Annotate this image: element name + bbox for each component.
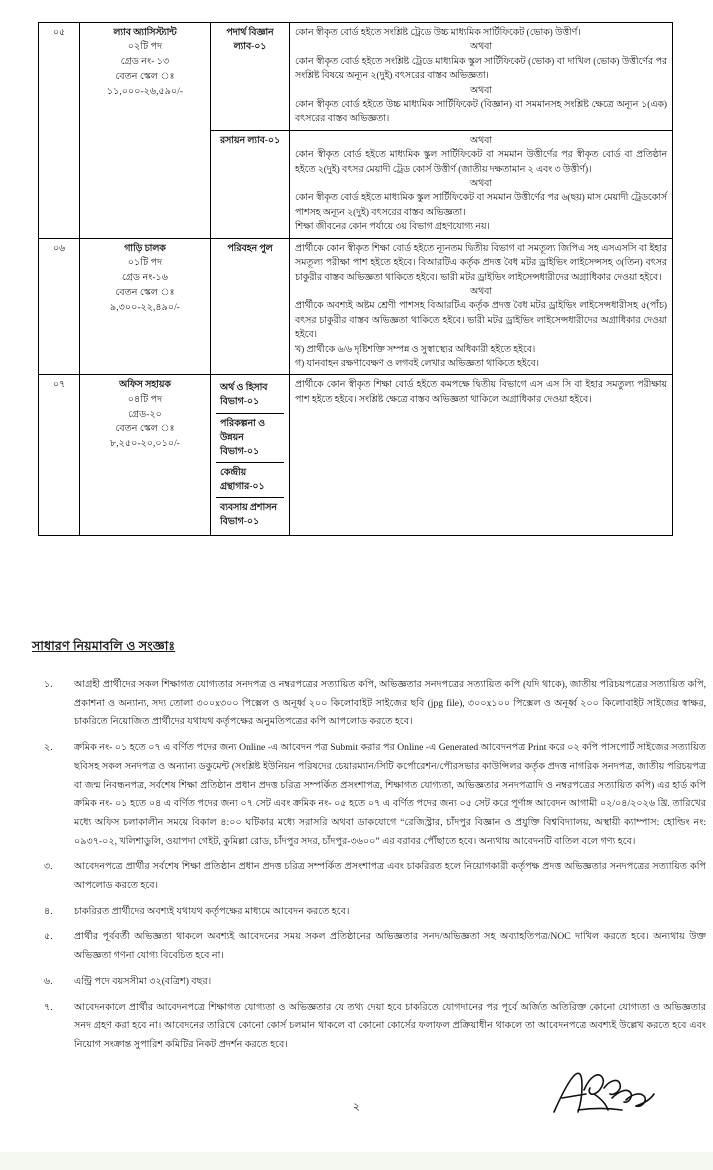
list-item	[38, 999, 706, 1055]
note-text: প্রার্থীর পূর্ববর্তী অভিজ্ঞতা থাকলে অবশ্যই আবেদনের সময় সকল প্রতিষ্ঠানের অভিজ্ঞতার সনদ/অভিজ্ঞতা সহ অব্যাহতিপত্র/NOC দাখিল করতে হবে। অন্যথায় উক্ত অভিজ্ঞতা গণনা যোগ্য বিবেচিত হবে না।	[74, 931, 706, 962]
department-list	[216, 378, 284, 532]
row-serial: ০৫	[39, 23, 80, 239]
page-number: ২	[352, 1101, 361, 1113]
row-serial: ০৬	[39, 238, 80, 375]
department-item: কেন্দ্রীয় গ্রন্থাগার-০১	[216, 462, 284, 497]
qualification-line: কোন স্বীকৃত বোর্ড হইতে মাধ্যমিক স্কুল সার্টিফিকেট বা সমমান উত্তীর্ণের পর ৬(ছয়) মাস মেয়াদী ট্রেডকোর্স পাশসহ অন্যূন ২(দুই) বৎসরের বাস্তব অভিজ্ঞতা।	[295, 193, 667, 218]
note-number: ২.	[44, 742, 53, 754]
notes-heading: সাধারণ নিয়মাবলি ও সংজ্ঞাঃ	[32, 639, 176, 653]
qualification-line: শিক্ষা জীবনের কোন পর্যায়ে ৩য় বিভাগ গ্রহণযোগ্য নয়।	[295, 222, 490, 233]
row-serial: ০৭	[39, 375, 80, 536]
qualification-line: গ) যানবাহন রক্ষণাবেক্ষণ ও লগবই লেখার অভিজ্ঞতা থাকিতে হইবে।	[295, 358, 539, 369]
note-number: ৬.	[44, 975, 53, 987]
pay-scale-label: বেতন স্কেল ঃ	[115, 286, 175, 298]
qualification-cell	[290, 375, 673, 536]
list-item	[38, 928, 706, 965]
department-item: অর্থ ও হিসাব বিভাগ-০১	[216, 378, 284, 413]
or-separator: অথবা	[470, 286, 492, 297]
post-name: গাড়ি চালক	[124, 243, 166, 254]
list-item	[38, 858, 706, 895]
department-name: পদার্থ বিজ্ঞান ল্যাব-০১	[211, 23, 290, 131]
posts-table-wrapper	[38, 22, 673, 536]
qualification-line: কোন স্বীকৃত বোর্ড হইতে উচ্চ মাধ্যমিক সার্টিফিকেট (বিজ্ঞান) বা সমমানসহ সংশ্লিষ্ট ক্ষেত্রে অন্যূন ১(এক) বৎসরের বাস্তব অভিজ্ঞতা।	[295, 100, 667, 125]
post-name: ল্যাব অ্যাসিস্ট্যান্ট	[113, 28, 177, 38]
post-count: ০১টি পদ	[127, 257, 163, 269]
qualification-line: প্রার্থীকে কোন স্বীকৃত শিক্ষা বোর্ড হইতে কমপক্ষে দ্বিতীয় বিভাগে এস এস সি বা ইহার সমতুল্য পরীক্ষায় পাশ হইতে হইবে। সংশ্লিষ্ট ক্ষেত্রে বাস্তব অভিজ্ঞতা থাকিলে অগ্রাধিকার দেওয়া হইবে।	[295, 380, 667, 405]
list-item	[38, 973, 706, 992]
note-number: ১.	[44, 679, 53, 690]
table-row	[39, 375, 673, 536]
qualification-cell	[290, 23, 673, 131]
note-number: ৩.	[44, 861, 53, 873]
post-name: অফিস সহায়ক	[119, 380, 171, 391]
row-post-info	[80, 23, 211, 239]
department-name: পরিবহন পুল	[211, 238, 290, 375]
post-count: ০২টি পদ	[127, 41, 163, 53]
post-count: ০৪টি পদ	[127, 393, 163, 405]
or-separator: অথবা	[470, 179, 492, 190]
note-number: ৭.	[44, 1001, 53, 1013]
qualification-line: কোন স্বীকৃত বোর্ড হইতে মাধ্যমিক স্কুল সার্টিফিকেট বা সমমান উত্তীর্ণের পর স্বীকৃত বোর্ড বা প্রতিষ্ঠান হইতে ২(দুই) বৎসর মেয়াদী ট্রেড কোর্স উত্তীর্ণ (জাতীয় দক্ষতামান ২ এবং ৩ উত্তীর্ণ)।	[295, 150, 667, 175]
or-separator: অথবা	[470, 85, 492, 96]
qualification-cell	[290, 130, 673, 238]
qualification-line: প্রার্থীকে অবশ্যই অষ্টম শ্রেণী পাশসহ বিআরটিএ কর্তৃক প্রদত্ত বৈধ মটর ড্রাইভিং লাইসেন্সধারীসহ ৫(পাঁচ) বৎসর চাকুরীর বাস্তব অভিজ্ঞতা থাকিতে হইবে। ভারী মটর ড্রাইভিং লাইসেন্সধারীদের অগ্রাধিকার দেওয়া হইবে।	[295, 301, 667, 341]
department-item: ব্যবসায় প্রশাসন বিভাগ-০১	[220, 503, 277, 528]
list-item	[38, 903, 706, 922]
post-grade: গ্রেড-২০	[128, 408, 162, 420]
row-post-info	[80, 238, 211, 375]
pay-scale-label: বেতন স্কেল ঃ	[115, 71, 175, 83]
page-bottom-strip	[0, 1152, 713, 1170]
qualification-line: কোন স্বীকৃত বোর্ড হইতে সংশ্লিষ্ট ট্রেডে উচ্চ মাধ্যমিক সার্টিফিকেট (ভোক) উত্তীর্ণ।	[295, 28, 581, 38]
table-row	[39, 238, 673, 375]
post-grade: গ্রেড নং-১৬	[121, 271, 169, 283]
pay-scale-value: ১১,০০০-২৬,৫৯০/-	[106, 85, 184, 97]
posts-table	[38, 22, 673, 536]
pay-scale-label: বেতন স্কেল ঃ	[115, 423, 175, 435]
row-post-info	[80, 375, 211, 536]
notes-list	[38, 676, 706, 1055]
note-text: আগ্রহী প্রার্থীদের সকল শিক্ষাগত যোগ্যতার সনদপত্র ও নম্বরপত্রের সত্যায়িত কপি, অভিজ্ঞতার সনদপত্রের সত্যায়িত কপি (যদি থাকে), জাতীয় পরিচয়পত্রের সত্যায়িত কপি, প্রকাশনা ও অন্যান্য, সদ্য তোলা ৩০০x৩০০ পিক্সেল ও অনূর্ধ্ব ২০০ কিলোবাইট সাইজের ছবি (jpg file), ৩০০x১০০ পিক্সেল ও অনূর্ধ্ব ২০০ কিলোবাইট সাইজের স্বাক্ষর, চাকরিতে নিয়োজিত প্রার্থীদের যথাযথ কর্তৃপক্ষের অনুমতিপত্রের কপি আপলোড করতে হবে।	[74, 679, 706, 728]
or-separator: অথবা	[470, 135, 492, 146]
note-number: ৫.	[44, 931, 53, 943]
table-row	[39, 23, 673, 131]
qualification-cell	[290, 238, 673, 375]
pay-scale-value: ৮,২৫০-২০,০১০/-	[110, 438, 180, 450]
department-list-cell	[211, 375, 290, 536]
note-text: ক্রমিক নং- ০১ হতে ০৭ এ বর্ণিত পদের জন্য Online -এ আবেদন পত্র Submit করার পর Online -এ Generated আবেদনপত্র Print করে ০২ কপি পাসপোর্ট সাইজের সত্যায়িত ছবিসহ সকল সনদপত্র ও অন্যান্য ডকুমেন্ট (সংশ্লিষ্ট ইউনিয়ন পরিষদের চেয়ারম্যান/সিটি কর্পোরেশন/পৌরসভার কাউন্সিলর কর্তৃক প্রদত্ত নাগরিক সনদপত্র, জাতীয় পরিচয়পত্র বা জন্ম নিবন্ধনপত্র, সর্বশেষ শিক্ষা প্রতিষ্ঠান প্রধান প্রদত্ত চরিত্র সম্পর্কিত প্রসংশাপত্র, শিক্ষাগত যোগ্যতা, অভিজ্ঞতার সনদপত্রাদি ও নম্বরপত্রের সত্যায়িত কপি) এর হার্ড কপি ক্রমিক নং- ০১ হতে ০৪ এ বর্ণিত পদের জন্য ০৭ সেট এবং ক্রমিক নং- ০৫ হতে ০৭ এ বর্ণিত পদের জন্য ০৫ সেট করে পূর্ণাঙ্গ আবেদন আগামী ০২/০৪/২০২৬ খ্রি. তারিখের মধ্যে অফিস চলাকালীন সময়ে বিকাল ৪:০০ ঘটিকার মধ্যে সরাসরি অথবা ডাকযোগে “রেজিস্ট্রার, চাঁদপুর বিজ্ঞান ও প্রযুক্তি বিশ্ববিদ্যালয়, অস্থায়ী ক্যাম্পাস: হোল্ডিং নং: ০৯৩৭-০২, খলিশাডুলি, ওয়াপদা গেইট, কুমিল্লা রোড, চাঁদপুর সদর, চাঁদপুর-৩৬০০” এর বরাবর পৌঁছাতে হবে। অন্যথায় আবেদনটি বাতিল বলে গণ্য হবে।	[74, 742, 706, 847]
notes-section	[38, 676, 706, 1062]
post-grade: গ্রেড নং- ১৩	[120, 56, 170, 68]
pay-scale-value: ৯,৩০০-২২,৪৯০/-	[110, 301, 180, 313]
note-text: আবেদনকালে প্রার্থীর আবেদনপত্রে শিক্ষাগত যোগ্যতা ও অভিজ্ঞতার যে তথ্য দেয়া হবে চাকরিতে যোগদানের পর পূর্বে অর্জিত অতিরিক্ত কোনো যোগ্যতা ও অভিজ্ঞতার সনদ গ্রহণ করা হবে না। আবেদনের তারিখে কোনো কোর্স চলমান থাকলে বা কোনো কোর্সের ফলাফল প্রক্রিয়াধীন থাকলে তা আবেদনপত্রে অবশ্যই উল্লেখ করতে হবে এবং নিয়োগ সংক্রান্ত সুপারিশ কমিটির নিকট প্রদর্শন করতে হবে।	[74, 1001, 706, 1050]
note-text: এন্ট্রি পদে বয়সসীমা ৩২(বত্রিশ) বছর।	[74, 975, 212, 987]
or-separator: অথবা	[470, 42, 492, 53]
department-item: পরিকল্পনা ও উন্নয়ন বিভাগ-০১	[216, 413, 284, 462]
note-number: ৪.	[44, 905, 53, 917]
list-item	[38, 739, 706, 851]
department-name: রসায়ন ল্যাব-০১	[211, 130, 290, 238]
list-item	[38, 676, 706, 732]
note-text: আবেদনপত্রে প্রার্থীর সর্বশেষ শিক্ষা প্রতিষ্ঠান প্রধান প্রদত্ত চরিত্র সম্পর্কিত প্রসংশাপত্র এবং চাকরিরত হলে নিয়োগকারী কর্তৃপক্ষ প্রদত্ত অভিজ্ঞতার সনদপত্রের সত্যায়িত কপি আপলোড করতে হবে।	[74, 861, 706, 892]
qualification-line: খ) প্রার্থীকে ৬/৬ দৃষ্টিশক্তি সম্পন্ন ও সুস্বাস্থ্যের অধিকারী হইতে হইবে।	[295, 344, 536, 355]
note-text: চাকরিরত প্রার্থীদের অবশ্যই যথাযথ কর্তৃপক্ষের মাধ্যমে আবেদন করতে হবে।	[74, 905, 350, 917]
qualification-line: প্রার্থীকে কোন স্বীকৃত শিক্ষা বোর্ড হইতে ন্যূনতম দ্বিতীয় বিভাগ বা সমতূল্য জিপিএ সহ এসএসসি বা ইহার সমতূল্য পরীক্ষা পাশ হইতে হইবে। বিআরটিএ কর্তৃক প্রদত্ত বৈধ মটর ড্রাইভিং লাইসেন্সসহ ৩(তিন) বৎসর চাকুরীর বাস্তব অভিজ্ঞতা থাকিতে হইবে। ভারী মটর ড্রাইভিং লাইসেন্সধারীদের অগ্রাধিকার দেওয়া হইবে।	[295, 243, 667, 283]
qualification-line: কোন স্বীকৃত বোর্ড হইতে সংশ্লিষ্ট ট্রেডে মাধ্যমিক স্কুল সার্টিফিকেট (ভোক) বা দাখিল (ভোক) উত্তীর্ণের পর সংশ্লিষ্ট বিষয়ে অন্যূন ২(দুই) বৎসরের বাস্তব অভিজ্ঞতা।	[295, 56, 667, 82]
